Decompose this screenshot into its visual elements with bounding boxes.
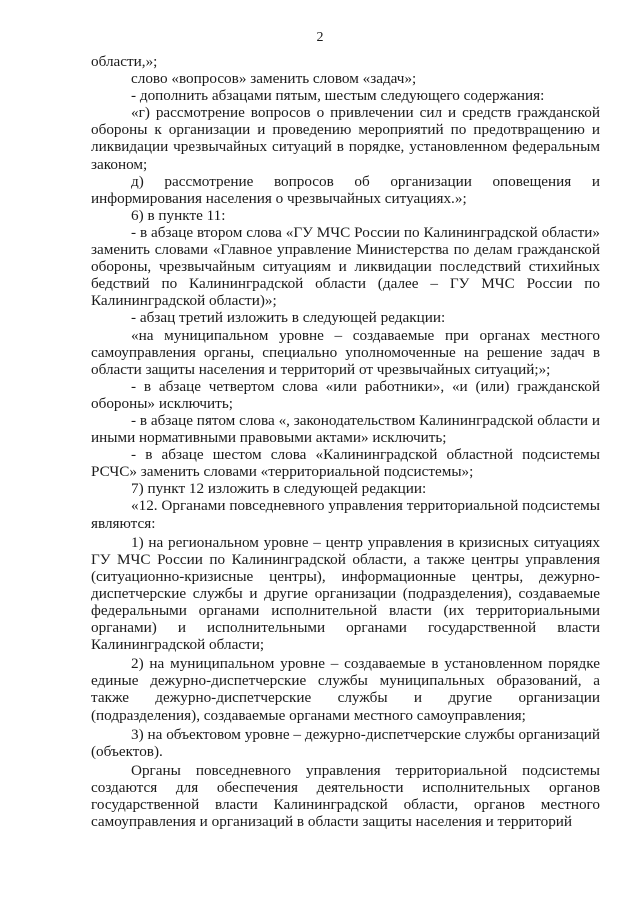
page-number: 2 [316,30,324,45]
paragraph-numbered: 6) в пункте 11: [131,206,226,224]
paragraph-bullet: - в абзаце четвертом слова «или работники», «и (или) гражданской обороны» исключить; [91,377,600,412]
paragraph-numbered: 7) пункт 12 изложить в следующей редакции: [131,480,427,498]
paragraph-bullet: - в абзаце втором слова «ГУ МЧС России по Калининградской области» заменить словами «Главное управление Министерства по делам гражданской обороны, чрезвычайным ситуациям и ликвидации последствий стихийных бедствий по Калининградской области (далее – ГУ МЧС России по Калининградской области)»; [91,223,600,310]
paragraph-bullet: - в абзаце шестом слова «Калининградской областной подсистемы РСЧС» заменить словами «территориальной подсистемы»; [91,446,600,481]
paragraph: д) рассмотрение вопросов об организации оповещения и информирования населения о чрезвычайных ситуациях.»; [91,172,600,207]
paragraph-list-item: 3) на объектовом уровне – дежурно-диспетчерские службы организаций (объектов). [91,725,600,760]
paragraph: «на муниципальном уровне – создаваемые при органах местного самоуправления органы, специально уполномоченные на решение задач в области защиты населения и территорий от чрезвычайных ситуаций;»; [91,326,600,378]
paragraph-bullet: - абзац третий изложить в следующей редакции: [131,309,446,327]
paragraph: «12. Органами повседневного управления территориальной подсистемы являются: [91,497,600,532]
paragraph-list-item: 2) на муниципальном уровне – создаваемые в установленном порядке единые дежурно-диспетчерские службы муниципальных образований, а также дежурно-диспетчерские службы и другие организации (подразделения), создаваемые органами местного самоуправления; [91,655,600,724]
document-body [91,53,600,830]
paragraph-list-item: 1) на региональном уровне – центр управления в кризисных ситуациях ГУ МЧС России по Калининградской области, а также центры управления (ситуационно-кризисные центры), информационные центры, дежурно-диспетчерские службы и другие организации (подразделения), создаваемые федеральными органами исполнительной власти (их территориальными органами) и исполнительными органами государственной власти Калининградской области; [91,533,600,654]
paragraph-continuation: области,»; [91,53,158,70]
paragraph: «г) рассмотрение вопросов о привлечении сил и средств гражданской обороны к организации и проведению мероприятий по предотвращению и ликвидации чрезвычайных ситуаций в порядке, установленном федеральным законом; [91,104,600,173]
paragraph-bullet: - дополнить абзацами пятым, шестым следующего содержания: [131,87,545,105]
paragraph-bullet: - в абзаце пятом слова «, законодательством Калининградской области и иными нормативными правовыми актами» исключить; [91,411,600,447]
paragraph: Органы повседневного управления территориальной подсистемы создаются для обеспечения деятельности исполнительных органов государственной власти Калининградской области, органов местного самоуправления и организаций в области защиты населения и территорий [91,761,600,831]
paragraph: слово «вопросов» заменить словом «задач»; [131,70,417,88]
